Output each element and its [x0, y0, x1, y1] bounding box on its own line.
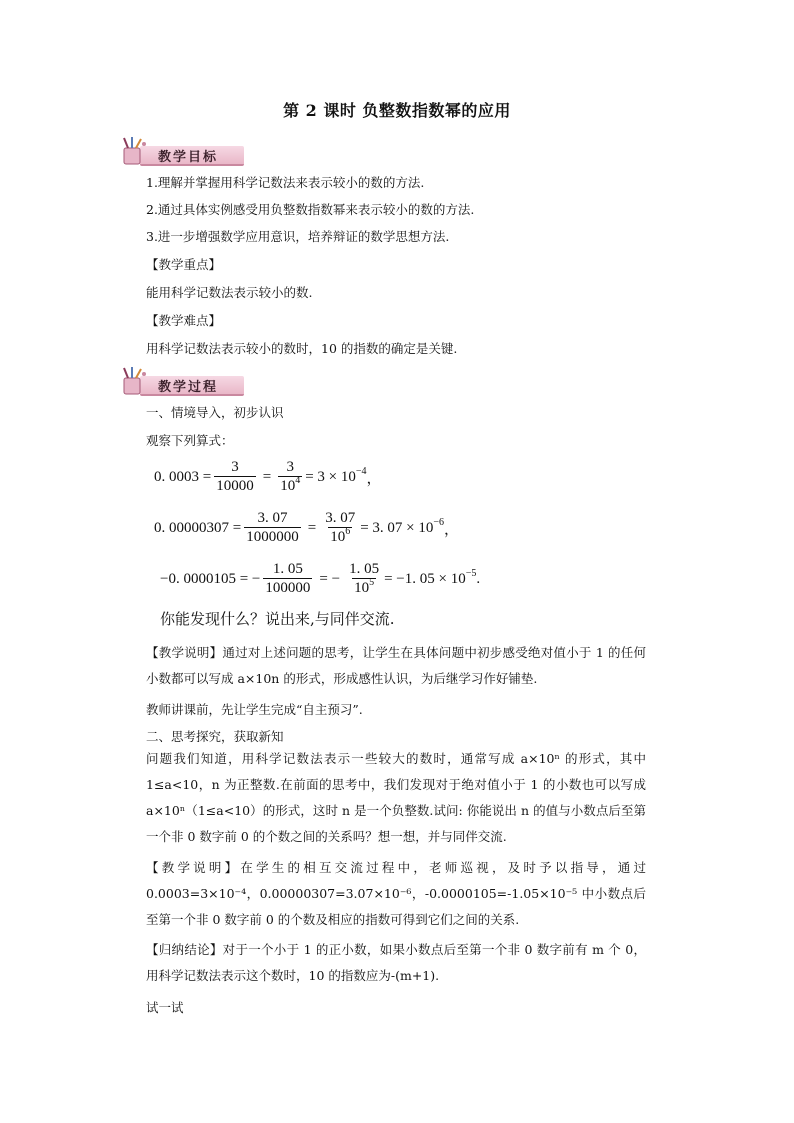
- eq-sign: =: [262, 468, 272, 485]
- key-point-text: 能用科学记数法表示较小的数.: [146, 285, 313, 300]
- eq-lhs: −0. 0000105 = −: [160, 570, 261, 587]
- exponent: −5: [465, 567, 477, 579]
- fraction: [214, 459, 256, 495]
- eq-lhs: 0. 00000307 =: [154, 519, 242, 536]
- equation-1: [154, 459, 382, 495]
- teaching-note-2: 【教学说明】在学生的相互交流过程中，老师巡视，及时予以指导，通过 0.0003=3×10⁻⁴，0.00000307=3.07×10⁻⁶，-0.0000105=-1.05×10⁻⁵ 中小数点后至第一个非 0 数字前 0 的个数及相应的指数可得到它们之间的关系.: [146, 860, 646, 927]
- page-title: 第 2 课时 负整数指数幂的应用: [283, 101, 511, 120]
- section-label: 教学过程: [158, 380, 219, 395]
- numerator: 3. 07: [325, 510, 356, 526]
- inquiry-paragraph: 问题我们知道，用科学记数法表示一些较大的数时，通常写成 a×10ⁿ 的形式，其中 1≤a<10，n 为正整数.在前面的思考中，我们发现对于绝对值小于 1 的小数也可以写成 a×10ⁿ（1≤a<10）的形式，这时 n 是一个负整数.试问: 你能说出 n 的值与小数点后至第一个非 0 数字前 0 的个数之间的关系吗？想一想，并与同伴交流.: [146, 751, 646, 844]
- eq-lhs: 0. 0003 =: [154, 468, 212, 485]
- difficulty-label: 【教学难点】: [146, 313, 222, 328]
- pencil-cup-icon: [118, 366, 154, 396]
- eq-tail: ，: [366, 470, 382, 487]
- try-heading: 试一试: [146, 1000, 184, 1015]
- numerator: 1. 05: [349, 561, 380, 577]
- teacher-line: 教师讲课前，先让学生完成“自主预习”.: [146, 702, 363, 717]
- numerator: 3. 07: [257, 510, 288, 526]
- eq-rhs: = $3 \times 10^{-4}$: [305, 465, 367, 485]
- denominator: 100000: [265, 580, 311, 596]
- key-point-label: 【教学重点】: [146, 257, 222, 272]
- exponent: −4: [355, 465, 367, 477]
- goal-item: 2.通过具体实例感受用负整数指数幂来表示较小的数的方法.: [146, 202, 475, 217]
- numerator: 3: [231, 459, 239, 475]
- eq-sign: =: [307, 519, 317, 536]
- difficulty-text: 用科学记数法表示较小的数时，10 的指数的确定是关键.: [146, 341, 458, 356]
- denominator: 1000000: [246, 529, 299, 545]
- fraction: [244, 510, 301, 546]
- observe-text: 观察下列算式：: [146, 433, 234, 448]
- conclusion-paragraph: 【归纳结论】对于一个小于 1 的正小数，如果小数点后至第一个非 0 数字前有 m 个 0，用科学记数法表示这个数时，10 的指数应为-(m+1).: [146, 942, 646, 983]
- fraction: [347, 561, 381, 597]
- section-banner-goals: [118, 136, 248, 166]
- numerator: 3: [286, 459, 294, 475]
- equation-3: [160, 561, 480, 597]
- eq-tail: ，: [444, 521, 460, 538]
- eq-rhs: = −1. $05 \times 10^{-5}$: [384, 567, 477, 587]
- denominator: $10^6$: [330, 526, 351, 545]
- denominator: $10^5$: [354, 577, 375, 596]
- section-banner-process: [118, 366, 248, 396]
- fraction: [323, 510, 357, 546]
- exponent: 6: [345, 526, 351, 537]
- exponent: −6: [433, 516, 444, 528]
- equation-2: [154, 510, 459, 546]
- fraction: [278, 459, 302, 495]
- goal-item: 3.进一步增强数学应用意识，培养辩证的数学思想方法.: [146, 229, 450, 244]
- fraction: [263, 561, 312, 597]
- eq-tail: .: [476, 570, 481, 587]
- eq-rhs: = 3. $07 \times 10^{-6}$: [360, 516, 444, 536]
- exponent: 5: [369, 577, 375, 588]
- pencil-cup-icon: [118, 136, 154, 166]
- exponent: 4: [295, 475, 301, 486]
- teaching-note-1: 【教学说明】通过对上述问题的思考，让学生在具体问题中初步感受绝对值小于 1 的任何小数都可以写成 a×10n 的形式，形成感性认识，为后继学习作好铺垫.: [146, 645, 646, 686]
- denominator: $10^4$: [280, 475, 301, 494]
- section-label: 教学目标: [158, 150, 219, 165]
- denominator: 10000: [216, 478, 254, 494]
- part2-heading: 二、思考探究，获取新知: [146, 729, 284, 744]
- question-text: 你能发现什么？说出来,与同伴交流.: [160, 610, 395, 628]
- part1-heading: 一、情境导入，初步认识: [146, 405, 284, 420]
- eq-sign: = −: [319, 570, 341, 587]
- numerator: 1. 05: [272, 561, 303, 577]
- goal-item: 1.理解并掌握用科学记数法来表示较小的数的方法.: [146, 175, 425, 190]
